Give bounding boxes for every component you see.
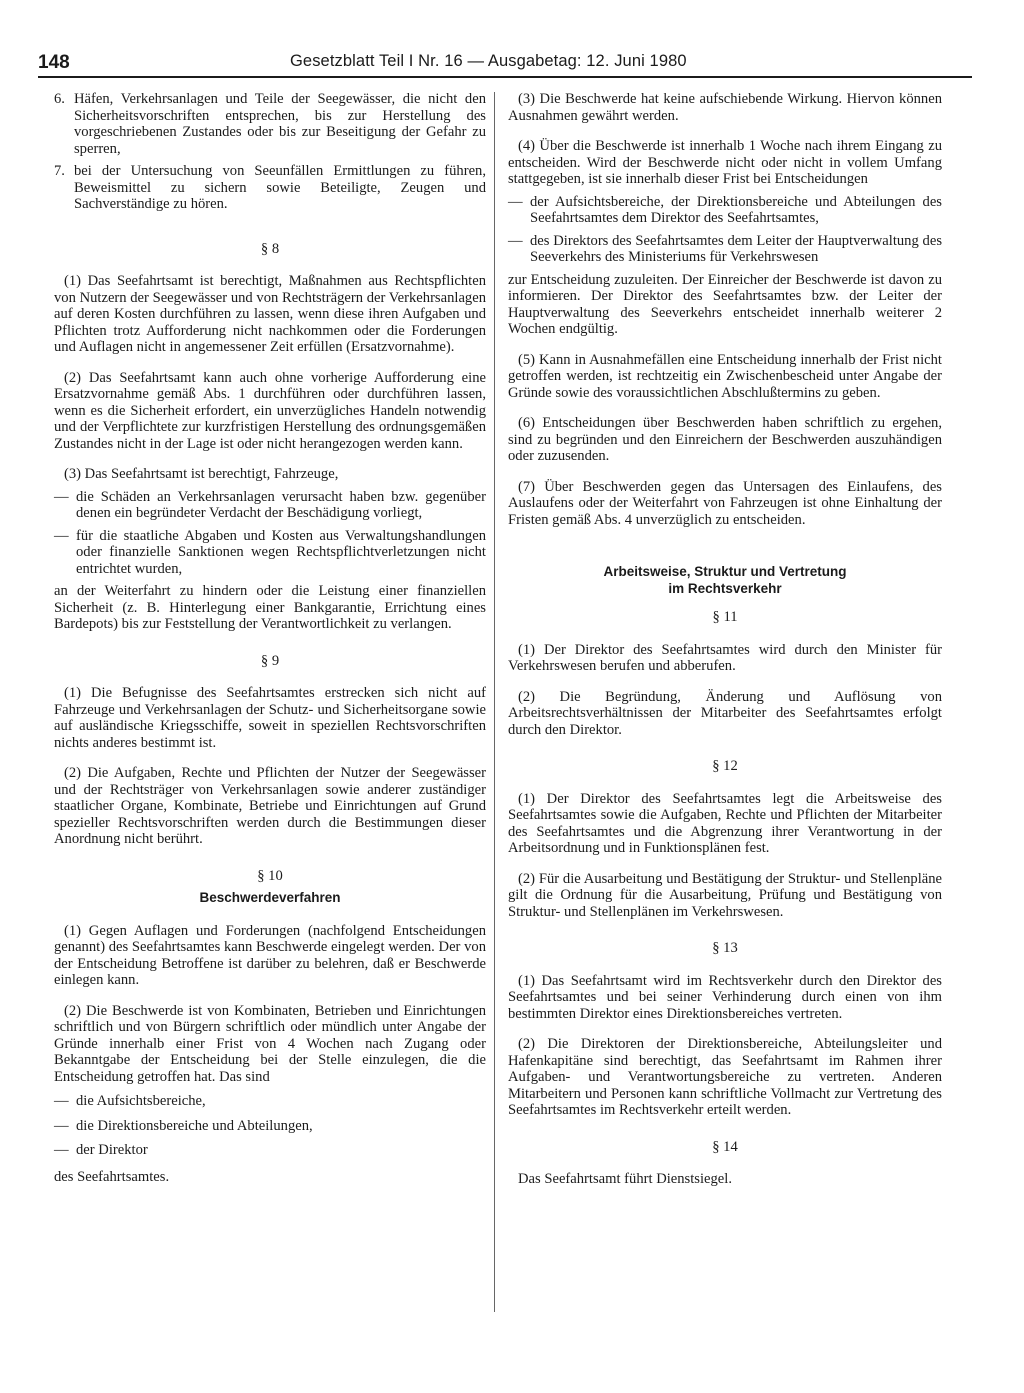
left-column xyxy=(54,91,486,1185)
paragraph: (1) Die Befugnisse des Seefahrtsamtes erstrecken sich nicht auf Fahrzeuge und Verkehrsanlagen der Schutz- und Sicherheitsorgane sowie auf ausländische Kriegsschiffe, soweit in speziellen Rechtsvorschriften nichts anderes bestimmt ist. xyxy=(54,685,486,751)
item-number: 7. xyxy=(54,163,65,179)
item-number: 6. xyxy=(54,91,65,107)
paragraph: (7) Über Beschwerden gegen das Untersagen des Einlaufens, des Auslaufens oder der Weiterfahrt von Fahrzeugen ist ohne Einhaltung der Fristen gemäß Abs. 4 unverzüglich zu entscheiden. xyxy=(508,478,942,528)
page-number: 148 xyxy=(38,52,70,73)
dash-item xyxy=(54,489,486,522)
dash-item xyxy=(54,1142,486,1159)
paragraph: (1) Der Direktor des Seefahrtsamtes legt die Arbeitsweise des Seefahrtsamtes sowie die Aufgaben, Rechte und Pflichten der Mitarbeiter des Seefahrtsamtes und die Abgrenzung ihrer Verantwortung in der Arbeitsordnung und in Funktionsplänen fest. xyxy=(508,790,942,856)
dash-item xyxy=(508,194,942,227)
dash-item xyxy=(54,528,486,578)
dash-item xyxy=(54,1118,486,1135)
dash-text: für die staatliche Abgaben und Kosten aus Verwaltungshandlungen oder finanzielle Sanktionen wegen Rechtspflichtverletzungen nicht entrichtet wurden, xyxy=(76,527,486,577)
list-item xyxy=(54,91,486,157)
section-heading: § 14 xyxy=(712,1138,738,1155)
section-heading: § 8 xyxy=(260,240,280,257)
dash-text: der Aufsichtsbereiche, der Direktionsbereiche und Abteilungen des Seefahrtsamtes dem Direktor des Seefahrtsamtes, xyxy=(530,193,942,226)
gazette-title: Gesetzblatt Teil I Nr. 16 — Ausgabetag: 12. Juni 1980 xyxy=(290,52,687,70)
dash-mark: — xyxy=(54,1142,69,1158)
section-heading: § 11 xyxy=(712,609,738,625)
paragraph: (2) Das Seefahrtsamt kann auch ohne vorherige Aufforderung eine Ersatzvornahme gemäß Abs. 1 durchführen oder durchführen lassen, wenn es die Sicherheit erfordert, ein unverzügliches Handeln notwendig und der Verpflichtete zur kurzfristigen Herstellung des ordnungsgemäßen Zustandes nicht in der Lage ist oder nicht herangezogen werden kann. xyxy=(54,369,486,452)
chapter-title-line1: Arbeitsweise, Struktur und Vertretung xyxy=(603,564,847,579)
paragraph: (4) Über die Beschwerde ist innerhalb 1 Woche nach ihrem Eingang zu entscheiden. Wird der Beschwerde nicht oder nicht in vollem Umfang stattgegeben, ist sie innerhalb dieser Frist bei Entscheidungen xyxy=(508,138,942,187)
paragraph: (1) Der Direktor des Seefahrtsamtes wird durch den Minister für Verkehrswesen berufen und abberufen. xyxy=(508,641,942,674)
section-heading: § 13 xyxy=(712,940,738,956)
paragraph: (2) Für die Ausarbeitung und Bestätigung der Struktur- und Stellenpläne gilt die Ordnung für die Ausarbeitung, Prüfung und Bestätigung von Struktur- und Stellenplänen im Verkehrswesen. xyxy=(508,870,942,920)
paragraph: (5) Kann in Ausnahmefällen eine Entscheidung innerhalb der Frist nicht getroffen werden, ist rechtzeitig ein Zwischenbescheid unter Angabe der Gründe sowie des voraussichtlichen Abschlußtermins zu geben. xyxy=(508,351,942,401)
page-header xyxy=(38,52,972,76)
section-title: Beschwerdeverfahren xyxy=(199,890,341,905)
dash-item xyxy=(54,1093,486,1110)
item-text: bei der Untersuchung von Seeunfällen Ermittlungen zu führen, Beweismittel zu sichern sowie Beteiligte, Zeugen und Sachverständige zu hören. xyxy=(74,163,486,212)
dash-mark: — xyxy=(54,1117,69,1134)
paragraph: (6) Entscheidungen über Beschwerden haben schriftlich zu ergehen, sind zu begründen und den Einreichern der Beschwerden auszuhändigen oder zuzusenden. xyxy=(508,415,942,464)
paragraph: (3) Die Beschwerde hat keine aufschiebende Wirkung. Hiervon können Ausnahmen gewährt werden. xyxy=(508,91,942,124)
paragraph: zur Entscheidung zuzuleiten. Der Einreicher der Beschwerde ist davon zu informieren. Der Direktor des Seefahrtsamtes bzw. der Leiter der Hauptverwaltung des Seeverkehrs entscheidet innerhalb weiterer 2 Wochen endgültig. xyxy=(508,271,942,337)
paragraph: an der Weiterfahrt zu hindern oder die Leistung einer finanziellen Sicherheit (z. B. Hinterlegung einer Bankgarantie, Errichtung eines Bardepots) bis zur Feststellung der Verantwortlichkeit zu verlangen. xyxy=(54,583,486,632)
paragraph: des Seefahrtsamtes. xyxy=(54,1168,170,1185)
dash-text: des Direktors des Seefahrtsamtes dem Leiter der Hauptverwaltung des Seeverkehrs des Ministeriums für Verkehrswesen xyxy=(530,232,942,265)
paragraph: (1) Das Seefahrtsamt wird im Rechtsverkehr durch den Direktor des Seefahrtsamtes und bei seiner Verhinderung durch einen von ihm bestimmten Direktor eines Direktionsbereiches vertreten. xyxy=(508,972,942,1022)
paragraph: (2) Die Aufgaben, Rechte und Pflichten der Nutzer der Seegewässer und der Rechtsträger von Verkehrsanlagen sowie anderer zuständiger staatlicher Organe, Kombinate, Betriebe und Einrichtungen auf Grund spezieller Rechtsvorschriften werden durch die Bestimmungen dieser Anordnung nicht berührt. xyxy=(54,765,486,847)
dash-item xyxy=(508,233,942,266)
dash-mark: — xyxy=(54,1093,69,1109)
column-divider xyxy=(494,92,495,1312)
list-item xyxy=(54,163,486,213)
item-text: Häfen, Verkehrsanlagen und Teile der Seegewässer, die nicht den Sicherheitsvorschriften entsprechen, bis zur Herstellung des vorgeschriebenen Zustandes oder bis zur Beseitigung der Gefahr zu sperren, xyxy=(74,91,486,157)
dash-text: die Direktionsbereiche und Abteilungen, xyxy=(76,1117,313,1134)
paragraph: Das Seefahrtsamt führt Dienstsiegel. xyxy=(518,1171,732,1187)
paragraph: (1) Das Seefahrtsamt ist berechtigt, Maßnahmen aus Rechtspflichten von Nutzern der Seegewässer und von Rechtsträgern der Verkehrsanlagen auf deren Kosten durchführen zu lassen, wenn diese ihren Aufgaben und Pflichten trotz Aufforderung nicht nachkommen oder die Forderungen und Auflagen nicht in angemessener Zeit erfüllen (Ersatzvornahme). xyxy=(54,273,486,355)
chapter-title-line2: im Rechtsverkehr xyxy=(668,580,782,596)
dash-text: die Schäden an Verkehrsanlagen verursacht haben bzw. gegenüber denen ein begründeter Verdacht der Beschädigung vorliegt, xyxy=(76,488,486,521)
dash-text: der Direktor xyxy=(76,1142,148,1158)
dash-mark: — xyxy=(508,232,523,249)
paragraph: (2) Die Direktoren der Direktionsbereiche, Abteilungsleiter und Hafenkapitäne sind berechtigt, das Seefahrtsamt im Rahmen ihrer Aufgaben- und Verantwortungsbereiche zu vertreten. Anderen Mitarbeitern und Personen kann schriftliche Vollmacht zur Vertretung des Seefahrtsamtes im Rechtsverkehr erteilt werden. xyxy=(508,1036,942,1118)
paragraph: (2) Die Beschwerde ist von Kombinaten, Betrieben und Einrichtungen schriftlich und von Bürgern schriftlich oder mündlich unter Angabe der Gründe innerhalb einer Frist von 4 Wochen nach Zugang oder Bekanntgabe der Entscheidung bei der Stelle einzulegen, die die Entscheidung getroffen hat. Das sind xyxy=(54,1002,486,1085)
dash-mark: — xyxy=(508,193,523,210)
header-rule xyxy=(38,76,972,78)
section-heading: § 10 xyxy=(257,867,283,884)
section-heading: § 9 xyxy=(260,652,280,669)
right-column xyxy=(508,91,942,1188)
dash-text: die Aufsichtsbereiche, xyxy=(76,1093,206,1109)
dash-mark: — xyxy=(54,488,69,505)
paragraph: (1) Gegen Auflagen und Forderungen (nachfolgend Entscheidungen genannt) des Seefahrtsamtes kann Beschwerde eingelegt werden. Der von der Entscheidung Betroffene ist darüber zu belehren, daß er Beschwerde einlegen kann. xyxy=(54,922,486,988)
paragraph: (3) Das Seefahrtsamt ist berechtigt, Fahrzeuge, xyxy=(64,466,339,482)
section-heading: § 12 xyxy=(712,758,738,774)
dash-mark: — xyxy=(54,527,69,544)
paragraph: (2) Die Begründung, Änderung und Auflösung von Arbeitsrechtsverhältnissen der Mitarbeiter des Seefahrtsamtes erfolgt durch den Direktor. xyxy=(508,688,942,738)
